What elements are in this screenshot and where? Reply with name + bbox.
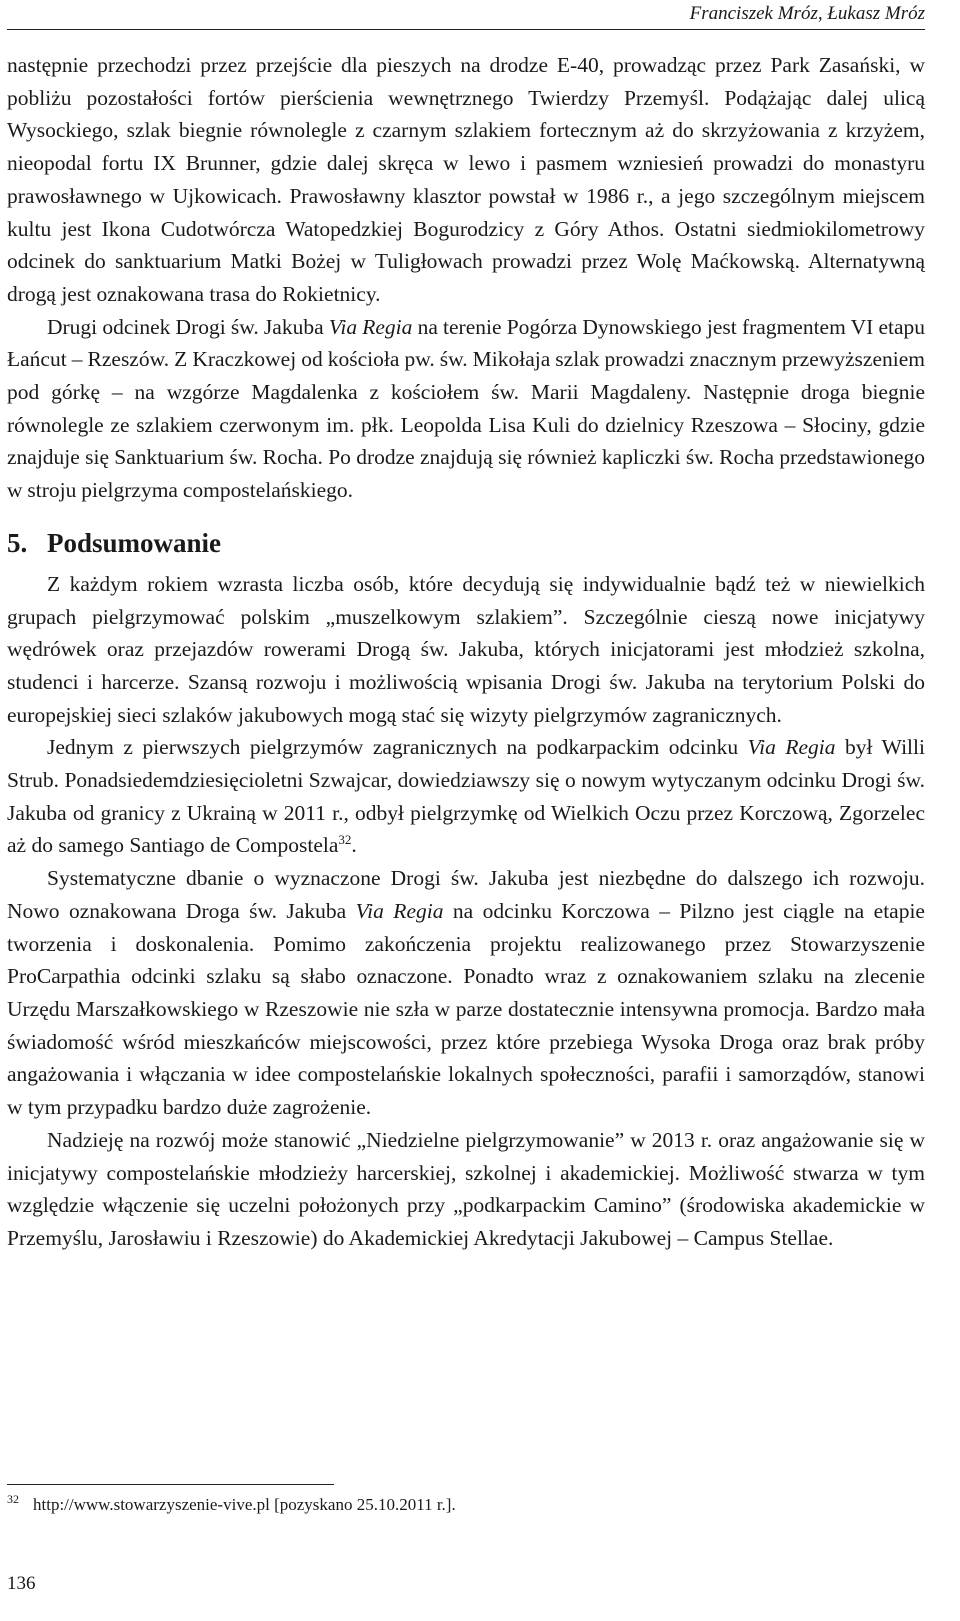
paragraph (7, 731, 925, 862)
text-run: Z każdym rokiem wzrasta liczba osób, które decydują się indywidualnie bądź też w niewielkich grupach pielgrzymować polskim „muszelkowym szlakiem”. Szczególnie cieszą nowe inicjatywy wędrówek oraz przejazdów rowerami Drogą św. Jakuba, których inicjatorami jest młodzież szkolna, studenci i harcerze. Szansą rozwoju i możliwością wpisania Drogi św. Jakuba na terytorium Polski do europejskiej sieci szlaków jakubowych mogą stać się wizyty pielgrzymów zagranicznych. (7, 571, 925, 727)
text-run: Nadzieję na rozwój może stanowić „Niedzielne pielgrzymowanie” w 2013 r. oraz angażowanie się w inicjatywy compostelańskie młodzieży harcerskiej, szkolnej i akademickiej. Możliwość stwarza w tym względzie włączenie się uczelni położonych przy „podkarpackim Camino” (środowiska akademickie w Przemyślu, Jarosławiu i Rzeszowie) do Akademickiej Akredytacji Jakubowej – Campus Stellae. (7, 1127, 925, 1250)
text-run: na odcinku Korczowa – Pilzno jest ciągle na etapie tworzenia i doskonalenia. Pomimo zakończenia projektu realizowanego przez Stowarzyszenie ProCarpathia odcinki szlaku są słabo oznaczone. Ponadto wraz z oznakowaniem szlaku na zlecenie Urzędu Marszałkowskiego w Rzeszowie nie szła w parze dostatecznie intensywna promocja. Bardzo mała świadomość wśród mieszkańców miejscowości, przez które przebiega Wysoka Droga oraz brak próby angażowania i włączania w idee compostelańskie lokalnych społeczności, parafii i samorządów, stanowi w tym przypadku bardzo duże zagrożenie. (7, 898, 925, 1120)
text-run: . (351, 833, 357, 858)
text-run: następnie przechodzi przez przejście dla pieszych na drodze E-40, prowadząc przez Park Zasański, w pobliżu pozostałości fortów pierścienia wewnętrznego Twierdzy Przemyśl. Podążając dalej ulicą Wysockiego, szlak biegnie równolegle z czarnym szlakiem fortecznym aż do skrzyżowania z krzyżem, nieopodal fortu IX Brunner, gdzie dalej skręca w lewo i pasmem wzniesień prowadzi do monastyru prawosławnego w Ujkowicach. Prawosławny klasztor powstał w 1986 r., a jego szczególnym miejscem kultu jest Ikona Cudotwórcza Watopedzkiej Bogurodzicy z Góry Athos. Ostatni siedmiokilometrowy odcinek do sanktuarium Matki Bożej w Tuligłowach prowadzi przez Wolę Maćkowską. Alternatywną drogą jest oznakowana trasa do Rokietnicy. (7, 53, 925, 306)
text-run: Jednym z pierwszych pielgrzymów zagranicznych na podkarpackim odcinku (47, 735, 748, 760)
text-run: był Willi Strub. Ponadsiedemdziesięcioletni Szwajcar, dowiedziawszy się o nowym wytyczanym odcinku Drogi św. Jakuba od granicy z Ukrainą w 2011 r., odbył pielgrzymkę od Wielkich Oczu przez Korczową, Zgorzelec aż do samego Santiago de Compostela (7, 735, 925, 858)
paragraph (7, 1124, 925, 1255)
footnote-link[interactable]: http://www.stowarzyszenie-vive.pl [pozyskano 25.10.2011 r.]. (33, 1495, 456, 1514)
paragraph-continued (7, 49, 925, 311)
body-text (7, 49, 925, 1255)
italic-text: Via Regia (747, 735, 836, 760)
paragraph (7, 568, 925, 732)
page-number: 136 (7, 1573, 36, 1594)
section-number: 5. (7, 527, 28, 558)
paragraph (7, 862, 925, 1124)
section-heading (7, 526, 925, 560)
text-run: Systematyczne dbanie o wyznaczone Drogi św. Jakuba jest niezbędne do dalszego ich rozwoju. Nowo oznakowana Droga św. Jakuba (7, 866, 925, 923)
section-title: Podsumowanie (47, 527, 222, 558)
header-rule (7, 29, 925, 30)
running-head: Franciszek Mróz, Łukasz Mróz (689, 3, 925, 24)
text-run: Drugi odcinek Drogi św. Jakuba (47, 314, 329, 339)
footnote-rule (7, 1484, 334, 1485)
italic-text: Via Regia (328, 314, 413, 339)
footnote: 32 http://www.stowarzyszenie-vive.pl [pozyskano 25.10.2011 r.]. (7, 1492, 456, 1514)
paragraph (7, 311, 925, 507)
text-run: na terenie Pogórza Dynowskiego jest fragmentem VI etapu Łańcut – Rzeszów. Z Kraczkowej od kościoła pw. św. Mikołaja szlak prowadzi znacznym przewyższeniem pod górkę – na wzgórze Magdalenka z kościołem św. Marii Magdaleny. Następnie droga biegnie równolegle ze szlakiem czerwonym im. płk. Leopolda Lisa Kuli do dzielnicy Rzeszowa – Słociny, gdzie znajduje się Sanktuarium św. Rocha. Po drodze znajdują się również kapliczki św. Rocha przedstawionego w stroju pielgrzyma compostelańskiego. (7, 314, 926, 503)
italic-text: Via Regia (355, 898, 444, 923)
footnote-ref: 32 (338, 832, 352, 848)
